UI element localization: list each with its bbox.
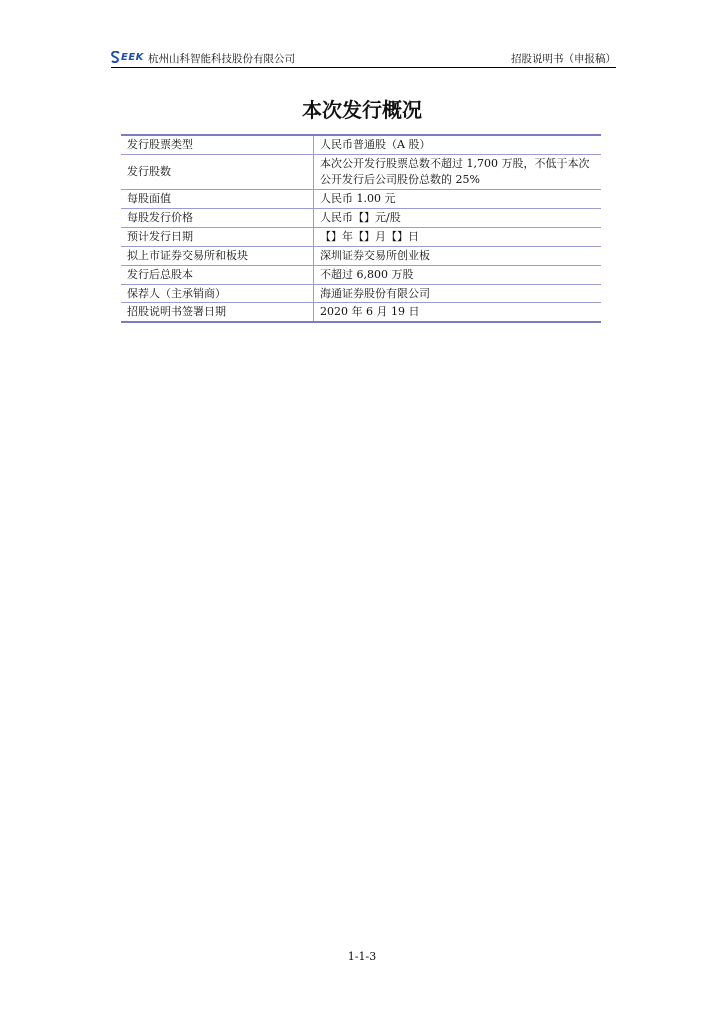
row-value: 人民币普通股（A 股）	[320, 138, 431, 151]
table-row	[121, 208, 601, 227]
row-value: 深圳证券交易所创业板	[314, 246, 602, 265]
table-row	[121, 284, 601, 303]
logo-text: EEK	[121, 51, 144, 63]
page-number: 1-1-3	[347, 950, 377, 963]
row-value: 人民币【】元/股	[314, 208, 602, 227]
row-label: 拟上市证券交易所和板块	[121, 246, 314, 265]
table-row	[121, 154, 601, 189]
row-label: 每股发行价格	[121, 208, 314, 227]
row-value: 人民币 1.00 元	[314, 189, 602, 208]
document-type: 招股说明书（申报稿）	[511, 53, 616, 65]
row-value: 不超过 6,800 万股	[314, 265, 602, 284]
row-label: 发行股数	[121, 154, 314, 189]
company-name: 杭州山科智能科技股份有限公司	[148, 53, 295, 65]
table-row	[121, 265, 601, 284]
row-value: 【】年【】月【】日	[314, 227, 602, 246]
table-row	[121, 135, 601, 154]
table-row	[121, 303, 601, 322]
row-label: 发行后总股本	[121, 265, 314, 284]
row-value: 本次公开发行股票总数不超过 1,700 万股，不低于本次公开发行后公司股份总数的 25%	[314, 154, 602, 189]
row-label: 保荐人（主承销商）	[121, 284, 314, 303]
table-row	[121, 189, 601, 208]
row-label: 预计发行日期	[121, 227, 314, 246]
row-label: 招股说明书签署日期	[121, 303, 314, 322]
table-row	[121, 227, 601, 246]
company-logo	[111, 50, 144, 64]
row-value: 2020 年 6 月 19 日	[314, 303, 602, 322]
page-header	[111, 50, 616, 68]
row-label: 每股面值	[121, 189, 314, 208]
row-label: 发行股票类型	[121, 135, 314, 154]
table-row	[121, 246, 601, 265]
header-divider	[111, 67, 616, 68]
row-value: 海通证券股份有限公司	[314, 284, 602, 303]
offering-summary-table	[121, 134, 601, 323]
page-title: 本次发行概况	[302, 98, 422, 122]
logo-s-mark-icon	[111, 51, 120, 63]
